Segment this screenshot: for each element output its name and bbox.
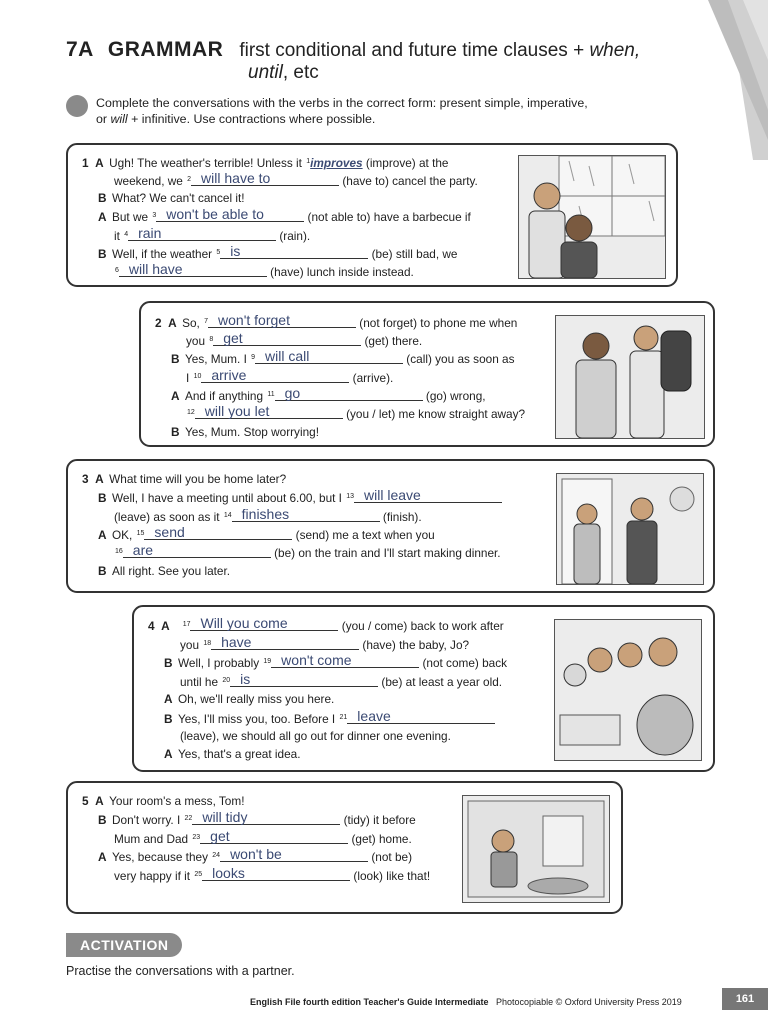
text: very happy if it (114, 869, 194, 883)
gap-number: 7 (204, 318, 209, 325)
text: (go) wrong, (422, 389, 486, 403)
ex1-line3 (98, 190, 245, 206)
speaker: A (95, 472, 104, 486)
text: (get) home. (348, 832, 412, 846)
text: Don't worry. I (112, 813, 184, 827)
footer-copyright: Photocopiable © Oxford University Press 2019 (496, 997, 682, 1007)
illustration-office-colleagues (554, 619, 702, 761)
ex2-line6 (186, 405, 525, 422)
answer-text: will call (265, 348, 310, 364)
answer-text: arrive (211, 367, 247, 383)
answer-blank[interactable] (190, 615, 338, 631)
gap-number: 21 (339, 714, 348, 721)
illustration-rainy-window (518, 155, 666, 279)
answer-blank[interactable] (156, 206, 304, 222)
subtitle-line1 (239, 40, 640, 61)
instruction-bullet-icon (66, 95, 88, 117)
ex4-line1 (148, 617, 504, 634)
subtitle-italic: when, (589, 40, 641, 61)
illustration-couple-doorway (556, 473, 704, 585)
instruction-line2b: will (110, 112, 128, 126)
ex4-line4 (180, 673, 502, 690)
unit-label: 7A (66, 38, 94, 61)
answer-text: looks (212, 865, 245, 881)
gap-number: 9 (251, 354, 256, 361)
answer-text: won't be able to (166, 206, 264, 222)
gap-number: 13 (346, 493, 355, 500)
ex1-line5 (114, 227, 310, 244)
activation-label: ACTIVATION (66, 933, 182, 957)
answer-text: finishes (241, 506, 290, 522)
answer-blank[interactable] (128, 225, 276, 241)
text: (improve) at the (362, 156, 449, 170)
gap-number: 10 (193, 373, 202, 380)
ex5-line2 (98, 811, 416, 828)
speaker: A (164, 692, 173, 706)
text: Yes, Mum. Stop worrying! (185, 425, 319, 439)
gap-number: 4 (124, 231, 129, 238)
text: (call) you as soon as (403, 352, 515, 366)
answer-blank[interactable] (201, 367, 349, 383)
gap-number: 22 (184, 815, 193, 822)
text: (have to) cancel the party. (339, 174, 478, 188)
gap-number: 19 (263, 658, 272, 665)
ex5-line5 (114, 867, 430, 884)
text: Yes, that's a great idea. (178, 747, 301, 761)
gap-number: 11 (267, 391, 275, 398)
text: (send) me a text when you (292, 528, 435, 542)
ex5-line1 (82, 793, 244, 809)
answer-text: send (154, 524, 185, 540)
answer-blank[interactable] (213, 330, 361, 346)
answer-blank[interactable] (347, 708, 495, 724)
ex3-line3 (114, 508, 422, 525)
speaker: A (161, 619, 170, 633)
ex1-line4 (98, 208, 471, 225)
ex1-line7 (114, 263, 414, 280)
answer-blank[interactable] (208, 312, 356, 328)
speaker: A (95, 156, 104, 170)
rain-couple-image (519, 156, 665, 278)
ex2-line2 (186, 332, 422, 349)
page-title (66, 38, 726, 83)
text: (be) still bad, we (368, 247, 458, 261)
ex2-line5 (171, 387, 486, 404)
ex3-line2 (98, 489, 502, 506)
office-colleagues-image (555, 620, 701, 760)
text: (be) at least a year old. (378, 675, 503, 689)
ex2-line3 (171, 350, 515, 367)
text: (tidy) it before (340, 813, 416, 827)
exercise-5-box (66, 781, 623, 914)
answer-blank[interactable] (232, 506, 380, 522)
exercise-3-box (66, 459, 715, 593)
ex3-line4 (98, 526, 435, 543)
speaker: B (98, 191, 107, 205)
example-answer: improves (310, 156, 363, 170)
answer-text: will have (128, 261, 183, 277)
gap-number: 14 (223, 512, 232, 519)
text: What? We can't cancel it! (112, 191, 245, 205)
gap-number: 3 (152, 212, 157, 219)
ex2-line1 (155, 314, 517, 331)
answer-blank[interactable] (275, 385, 423, 401)
ex1-line1 (82, 154, 449, 171)
answer-text: won't be (230, 846, 282, 862)
text: Your room's a mess, Tom! (109, 794, 245, 808)
answer-text: won't forget (218, 312, 290, 328)
text: Yes, I'll miss you, too. Before I (178, 712, 339, 726)
text: (you / come) back to work after (338, 619, 504, 633)
answer-text: is (230, 243, 241, 259)
answer-blank[interactable] (192, 809, 340, 825)
text: Ugh! The weather's terrible! Unless it (109, 156, 306, 170)
text: (have) the baby, Jo? (359, 638, 470, 652)
text: (leave), we should all go out for dinner one evening. (180, 729, 451, 743)
ex2-line7 (171, 424, 319, 440)
answer-blank[interactable] (211, 634, 359, 650)
answer-blank[interactable] (202, 865, 350, 881)
text: And if anything (185, 389, 267, 403)
ex4-line7 (180, 728, 451, 744)
answer-blank[interactable] (144, 524, 292, 540)
ex5-line3 (114, 830, 412, 847)
answer-text: will leave (364, 487, 421, 503)
speaker: A (95, 794, 104, 808)
ex3-line6 (98, 563, 230, 579)
ex1-number: 1 (82, 156, 89, 170)
speaker: A (98, 850, 107, 864)
gap-number: 25 (194, 871, 203, 878)
speaker: B (98, 813, 107, 827)
speaker: B (98, 564, 107, 578)
speaker: A (98, 528, 107, 542)
text: it (114, 229, 124, 243)
text: (have) lunch inside instead. (266, 265, 414, 279)
ex4-number: 4 (148, 619, 155, 633)
answer-blank[interactable] (354, 487, 502, 503)
footer-book-title: English File fourth edition Teacher's Guide Intermediate (250, 997, 489, 1007)
text: (get) there. (361, 334, 423, 348)
messy-room-image (463, 796, 609, 902)
text: (rain). (276, 229, 311, 243)
text: Well, I probably (178, 656, 263, 670)
answer-text: Will you come (200, 615, 288, 631)
speaker: A (171, 389, 180, 403)
ex4-line2 (180, 636, 469, 653)
answer-text: will have to (201, 170, 271, 186)
answer-blank[interactable] (195, 403, 343, 419)
footer (250, 997, 682, 1007)
answer-text: rain (138, 225, 162, 241)
ex2-number: 2 (155, 316, 162, 330)
text: Yes, because they (112, 850, 212, 864)
speaker: A (164, 747, 173, 761)
answer-blank[interactable] (230, 671, 378, 687)
exercise-2-box (139, 301, 715, 447)
gap-number: 18 (203, 640, 212, 647)
gap-number: 5 (216, 249, 221, 256)
gap-number: 20 (222, 677, 231, 684)
ex4-line5 (164, 691, 334, 707)
ex1-line2 (114, 172, 478, 189)
text: All right. See you later. (112, 564, 231, 578)
gap-number: 8 (209, 336, 214, 343)
answer-text: will you let (204, 403, 270, 419)
exercise-1-box (66, 143, 678, 287)
answer-text: go (284, 385, 301, 401)
couple-doorway-image (557, 474, 703, 584)
answer-blank[interactable] (123, 542, 271, 558)
answer-blank[interactable] (191, 170, 339, 186)
page-number: 161 (722, 988, 768, 1010)
section-label: GRAMMAR (107, 38, 224, 61)
text: What time will you be home later? (109, 472, 287, 486)
activation-text: Practise the conversations with a partner. (66, 964, 295, 978)
gap-number: 1 (306, 158, 311, 165)
subtitle-line2 (248, 62, 319, 84)
text: So, (182, 316, 204, 330)
text: (be) on the train and I'll start making dinner. (270, 546, 501, 560)
speaker: B (98, 491, 107, 505)
speaker: B (171, 425, 180, 439)
answer-text: are (132, 542, 154, 558)
gap-number: 17 (182, 621, 191, 628)
ex5-line4 (98, 848, 412, 865)
speaker: B (98, 247, 107, 261)
answer-blank[interactable] (255, 348, 403, 364)
answer-text: have (221, 634, 252, 650)
gap-number: 23 (192, 834, 201, 841)
answer-text: will tidy (202, 809, 248, 825)
text: (not be) (368, 850, 412, 864)
text: Well, I have a meeting until about 6.00, but I (112, 491, 346, 505)
speaker: A (168, 316, 177, 330)
ex2-line4 (186, 369, 393, 386)
gap-number: 2 (187, 176, 192, 183)
answer-text: won't come (281, 652, 352, 668)
ex5-number: 5 (82, 794, 89, 808)
illustration-messy-room (462, 795, 610, 903)
ex1-line6 (98, 245, 457, 262)
gap-number: 15 (136, 530, 145, 537)
text: (leave) as soon as it (114, 510, 223, 524)
instruction-line2a: or (96, 112, 111, 126)
gap-number: 16 (115, 548, 123, 555)
text: I (186, 371, 193, 385)
illustration-mother-son (555, 315, 705, 439)
speaker: A (98, 210, 107, 224)
text: Yes, Mum. I (185, 352, 251, 366)
answer-blank[interactable] (119, 261, 267, 277)
ex4-line3 (164, 654, 507, 671)
corner-fan-decoration (698, 0, 768, 160)
subtitle-italic-2: until (248, 62, 283, 83)
text: Oh, we'll really miss you here. (178, 692, 335, 706)
answer-text: is (240, 671, 251, 687)
subtitle-text-2: , etc (282, 62, 319, 83)
text: (not forget) to phone me when (356, 316, 518, 330)
text: (arrive). (349, 371, 394, 385)
speaker: B (164, 656, 173, 670)
text: until he (180, 675, 222, 689)
text: Well, if the weather (112, 247, 216, 261)
answer-blank[interactable] (200, 828, 348, 844)
answer-blank[interactable] (220, 846, 368, 862)
gap-number: 12 (187, 409, 195, 416)
instruction-line2c: + infinitive. Use contractions where possible. (127, 112, 376, 126)
text: weekend, we (114, 174, 187, 188)
text: (look) like that! (350, 869, 431, 883)
text: OK, (112, 528, 136, 542)
mother-son-image (556, 316, 704, 438)
text: (finish). (379, 510, 422, 524)
answer-text: get (223, 330, 243, 346)
answer-text: get (210, 828, 230, 844)
gap-number: 24 (212, 852, 221, 859)
ex4-line8 (164, 746, 301, 762)
subtitle-text: first conditional and future time clauses + (239, 40, 590, 61)
speaker: B (164, 712, 173, 726)
text: (not come) back (419, 656, 508, 670)
gap-number: 6 (115, 267, 119, 274)
instruction-text (96, 95, 706, 127)
text: But we (112, 210, 152, 224)
answer-text: leave (357, 708, 391, 724)
ex3-line1 (82, 471, 286, 487)
text: you (186, 334, 209, 348)
text: you (180, 638, 203, 652)
ex3-number: 3 (82, 472, 89, 486)
answer-blank[interactable] (271, 652, 419, 668)
ex4-line6 (164, 710, 495, 727)
ex3-line5 (114, 544, 501, 561)
speaker: B (171, 352, 180, 366)
text: Mum and Dad (114, 832, 192, 846)
instruction-line1: Complete the conversations with the verbs in the correct form: present simple, imperative, (96, 96, 588, 110)
text: (not able to) have a barbecue if (304, 210, 471, 224)
answer-blank[interactable] (220, 243, 368, 259)
exercise-4-box (132, 605, 715, 772)
text: (you / let) me know straight away? (342, 407, 526, 421)
